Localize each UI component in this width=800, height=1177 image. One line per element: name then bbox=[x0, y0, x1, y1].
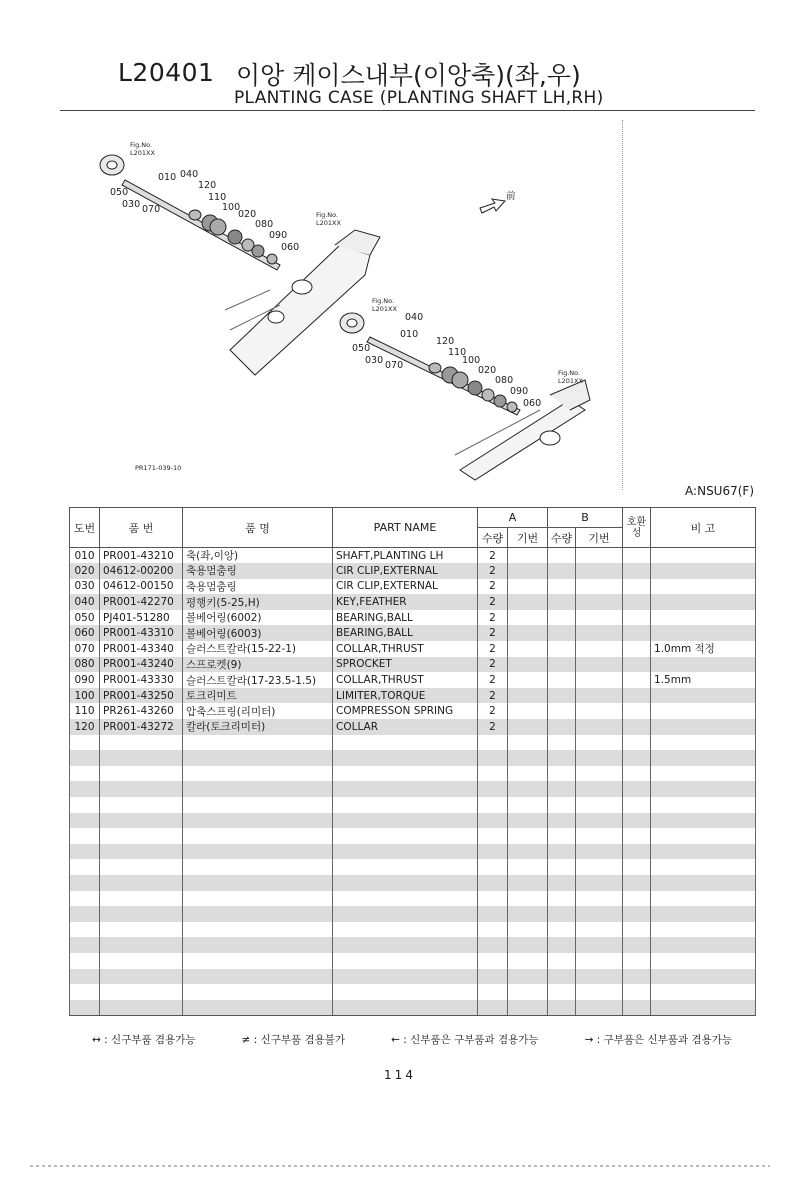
footer-divider bbox=[30, 1165, 770, 1167]
header-period-b: 기번 bbox=[576, 528, 623, 548]
svg-text:010: 010 bbox=[400, 329, 419, 340]
table-row: 120 PR001-43272 칼라(토크리미터) COLLAR 2 bbox=[70, 719, 756, 735]
empty-row bbox=[70, 906, 756, 922]
svg-text:030: 030 bbox=[365, 355, 384, 366]
empty-row bbox=[70, 1000, 756, 1016]
legend-item: ← : 신부품은 구부품과 겸용가능 bbox=[391, 1034, 539, 1046]
page-title-english: PLANTING CASE (PLANTING SHAFT LH,RH) bbox=[234, 88, 604, 108]
svg-text:100: 100 bbox=[462, 355, 481, 366]
empty-row bbox=[70, 735, 756, 751]
legend-item: ≠ : 신구부품 겸용불가 bbox=[241, 1034, 346, 1046]
svg-text:120: 120 bbox=[436, 336, 455, 347]
table-row: 020 04612-00200 축용멈춤링 CIR CLIP,EXTERNAL 2 bbox=[70, 563, 756, 579]
svg-text:Fig.No.: Fig.No. bbox=[372, 297, 395, 305]
svg-text:L201XX: L201XX bbox=[316, 219, 341, 227]
svg-text:030: 030 bbox=[122, 199, 141, 210]
table-row: 110 PR261-43260 압축스프링(리미터) COMPRESSON SPRING 2 bbox=[70, 703, 756, 719]
header-compat: 호환성 bbox=[623, 508, 651, 548]
header-part-name: PART NAME bbox=[333, 508, 478, 548]
upper-assembly bbox=[100, 155, 380, 375]
empty-row bbox=[70, 844, 756, 860]
empty-row bbox=[70, 828, 756, 844]
svg-text:110: 110 bbox=[208, 192, 227, 203]
table-row: 080 PR001-43240 스프로켓(9) SPROCKET 2 bbox=[70, 657, 756, 673]
svg-text:090: 090 bbox=[510, 386, 529, 397]
empty-row bbox=[70, 859, 756, 875]
svg-text:Fig.No.: Fig.No. bbox=[558, 369, 581, 377]
header-no: 도번 bbox=[70, 508, 100, 548]
title-divider bbox=[60, 110, 755, 111]
table-row: 070 PR001-43340 슬러스트칼라(15-22-1) COLLAR,THRUST 2 1.0mm 적정 bbox=[70, 641, 756, 657]
svg-text:050: 050 bbox=[110, 187, 129, 198]
empty-row bbox=[70, 875, 756, 891]
compatibility-legend bbox=[92, 1032, 732, 1047]
svg-text:Fig.No.: Fig.No. bbox=[130, 141, 153, 149]
empty-row bbox=[70, 766, 756, 782]
front-direction-icon bbox=[480, 190, 516, 213]
svg-text:110: 110 bbox=[448, 347, 467, 358]
empty-row bbox=[70, 797, 756, 813]
svg-text:060: 060 bbox=[281, 242, 300, 253]
empty-row bbox=[70, 750, 756, 766]
empty-row bbox=[70, 969, 756, 985]
header-group-b: B bbox=[548, 508, 623, 528]
page-title-korean: 이앙 케이스내부(이앙축)(좌,우) bbox=[236, 61, 581, 90]
svg-text:L201XX: L201XX bbox=[130, 149, 155, 157]
empty-row bbox=[70, 922, 756, 938]
svg-text:020: 020 bbox=[478, 365, 497, 376]
svg-text:L201XX: L201XX bbox=[558, 377, 583, 385]
svg-text:Fig.No.: Fig.No. bbox=[316, 211, 339, 219]
svg-text:L201XX: L201XX bbox=[372, 305, 397, 313]
svg-text:前: 前 bbox=[506, 191, 516, 202]
header-part-no: 품 번 bbox=[100, 508, 183, 548]
svg-text:090: 090 bbox=[269, 230, 288, 241]
exploded-parts-diagram bbox=[80, 125, 620, 485]
empty-row bbox=[70, 937, 756, 953]
parts-table bbox=[69, 507, 756, 1016]
svg-text:070: 070 bbox=[385, 360, 404, 371]
empty-row bbox=[70, 813, 756, 829]
table-row: 030 04612-00150 축용멈춤링 CIR CLIP,EXTERNAL 2 bbox=[70, 579, 756, 595]
header-name-ko: 품 명 bbox=[183, 508, 333, 548]
header-qty-b: 수량 bbox=[548, 528, 576, 548]
header-group-a: A bbox=[478, 508, 548, 528]
empty-row bbox=[70, 984, 756, 1000]
page-code: L20401 bbox=[118, 58, 215, 87]
svg-text:010: 010 bbox=[158, 172, 177, 183]
svg-text:120: 120 bbox=[198, 180, 217, 191]
table-row: 010 PR001-43210 축(좌,이앙) SHAFT,PLANTING LH 2 bbox=[70, 548, 756, 564]
legend-item: → : 구부품은 신부품과 겸용가능 bbox=[584, 1034, 732, 1046]
page-number: 114 bbox=[384, 1068, 416, 1082]
empty-row bbox=[70, 781, 756, 797]
svg-text:040: 040 bbox=[180, 169, 199, 180]
drawing-code: PR171-039-10 bbox=[135, 464, 182, 472]
svg-text:080: 080 bbox=[495, 375, 514, 386]
svg-text:060: 060 bbox=[523, 398, 542, 409]
svg-text:040: 040 bbox=[405, 312, 424, 323]
header-qty-a: 수량 bbox=[478, 528, 508, 548]
header-period-a: 기번 bbox=[508, 528, 548, 548]
table-row: 090 PR001-43330 슬러스트칼라(17-23.5-1.5) COLLAR,THRUST 2 1.5mm bbox=[70, 672, 756, 688]
lower-callouts bbox=[352, 297, 583, 409]
table-row: 040 PR001-42270 평행키(5-25,H) KEY,FEATHER 2 bbox=[70, 594, 756, 610]
svg-text:020: 020 bbox=[238, 209, 257, 220]
model-code: A:NSU67(F) bbox=[685, 484, 754, 498]
dotted-margin-line bbox=[622, 120, 623, 490]
svg-text:050: 050 bbox=[352, 343, 371, 354]
table-row: 050 PJ401-51280 볼베어링(6002) BEARING,BALL 2 bbox=[70, 610, 756, 626]
svg-text:080: 080 bbox=[255, 219, 274, 230]
header-remarks: 비 고 bbox=[651, 508, 756, 548]
table-row: 060 PR001-43310 볼베어링(6003) BEARING,BALL 2 bbox=[70, 625, 756, 641]
legend-item: ↔ : 신구부품 겸용가능 bbox=[92, 1034, 196, 1046]
table-row: 100 PR001-43250 토크리미트 LIMITER,TORQUE 2 bbox=[70, 688, 756, 704]
lower-assembly bbox=[340, 313, 590, 480]
svg-text:100: 100 bbox=[222, 202, 241, 213]
empty-row bbox=[70, 953, 756, 969]
svg-text:070: 070 bbox=[142, 204, 161, 215]
empty-row bbox=[70, 891, 756, 907]
